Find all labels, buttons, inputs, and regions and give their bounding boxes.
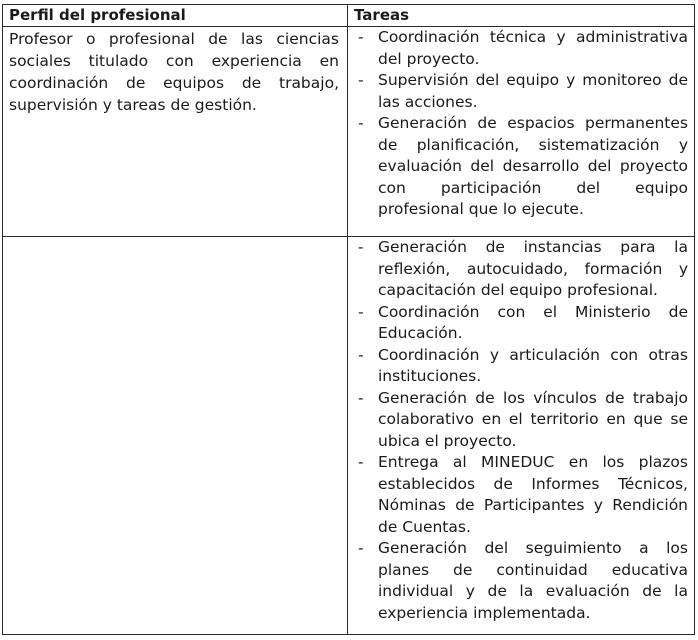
task-text: Generación de instancias para la reflexión, autocuidado, formación y capacitación del equipo profesional. — [378, 238, 688, 299]
table-row — [3, 237, 695, 635]
task-list — [348, 27, 688, 221]
profile-tasks-table — [2, 4, 695, 635]
bullet-dash: - — [358, 453, 364, 471]
bullet-dash: - — [358, 114, 364, 132]
table-row — [3, 27, 695, 237]
bullet-dash: - — [358, 302, 364, 321]
task-text: Supervisión del equipo y monitoreo de las acciones. — [378, 71, 688, 111]
perfil-cell: Profesor o profesional de las ciencias sociales titulado con experiencia en coordinación de equipos de trabajo, supervisión y tareas de gestión. — [3, 27, 348, 237]
header-perfil: Perfil del profesional — [3, 5, 348, 27]
task-item — [348, 302, 688, 345]
bullet-dash: - — [358, 388, 364, 407]
task-item — [348, 27, 688, 70]
task-list — [348, 237, 688, 624]
task-text: Generación de los vínculos de trabajo colaborativo en el territorio en que se ubica el proyecto. — [378, 388, 688, 450]
task-text: Generación de espacios permanentes de planificación, sistematización y evaluación del desarrollo del proyecto con participación del equipo profesional que lo ejecute. — [378, 114, 688, 218]
task-text: Coordinación técnica y administrativa del proyecto. — [378, 28, 688, 68]
task-item — [348, 237, 688, 302]
bullet-dash: - — [358, 345, 364, 364]
task-item — [348, 70, 688, 113]
task-text: Generación del seguimiento a los planes de continuidad educativa individual y de la evaluación de la experiencia implementada. — [378, 539, 688, 622]
perfil-cell-empty — [3, 237, 348, 635]
header-row — [3, 5, 695, 27]
task-item — [348, 388, 688, 453]
task-item — [348, 452, 688, 538]
bullet-dash: - — [358, 71, 364, 89]
task-item — [348, 113, 688, 221]
task-item — [348, 345, 688, 388]
task-text: Coordinación y articulación con otras instituciones. — [378, 345, 688, 385]
tareas-cell — [348, 27, 695, 237]
bullet-dash: - — [358, 238, 364, 256]
task-item — [348, 538, 688, 624]
header-tareas: Tareas — [348, 5, 695, 27]
bullet-dash: - — [358, 28, 364, 46]
tareas-cell — [348, 237, 695, 635]
task-text: Coordinación con el Ministerio de Educación. — [378, 302, 688, 342]
task-text: Entrega al MINEDUC en los plazos establecidos de Informes Técnicos, Nóminas de Participantes y Rendición de Cuentas. — [378, 453, 688, 536]
bullet-dash: - — [358, 539, 364, 557]
